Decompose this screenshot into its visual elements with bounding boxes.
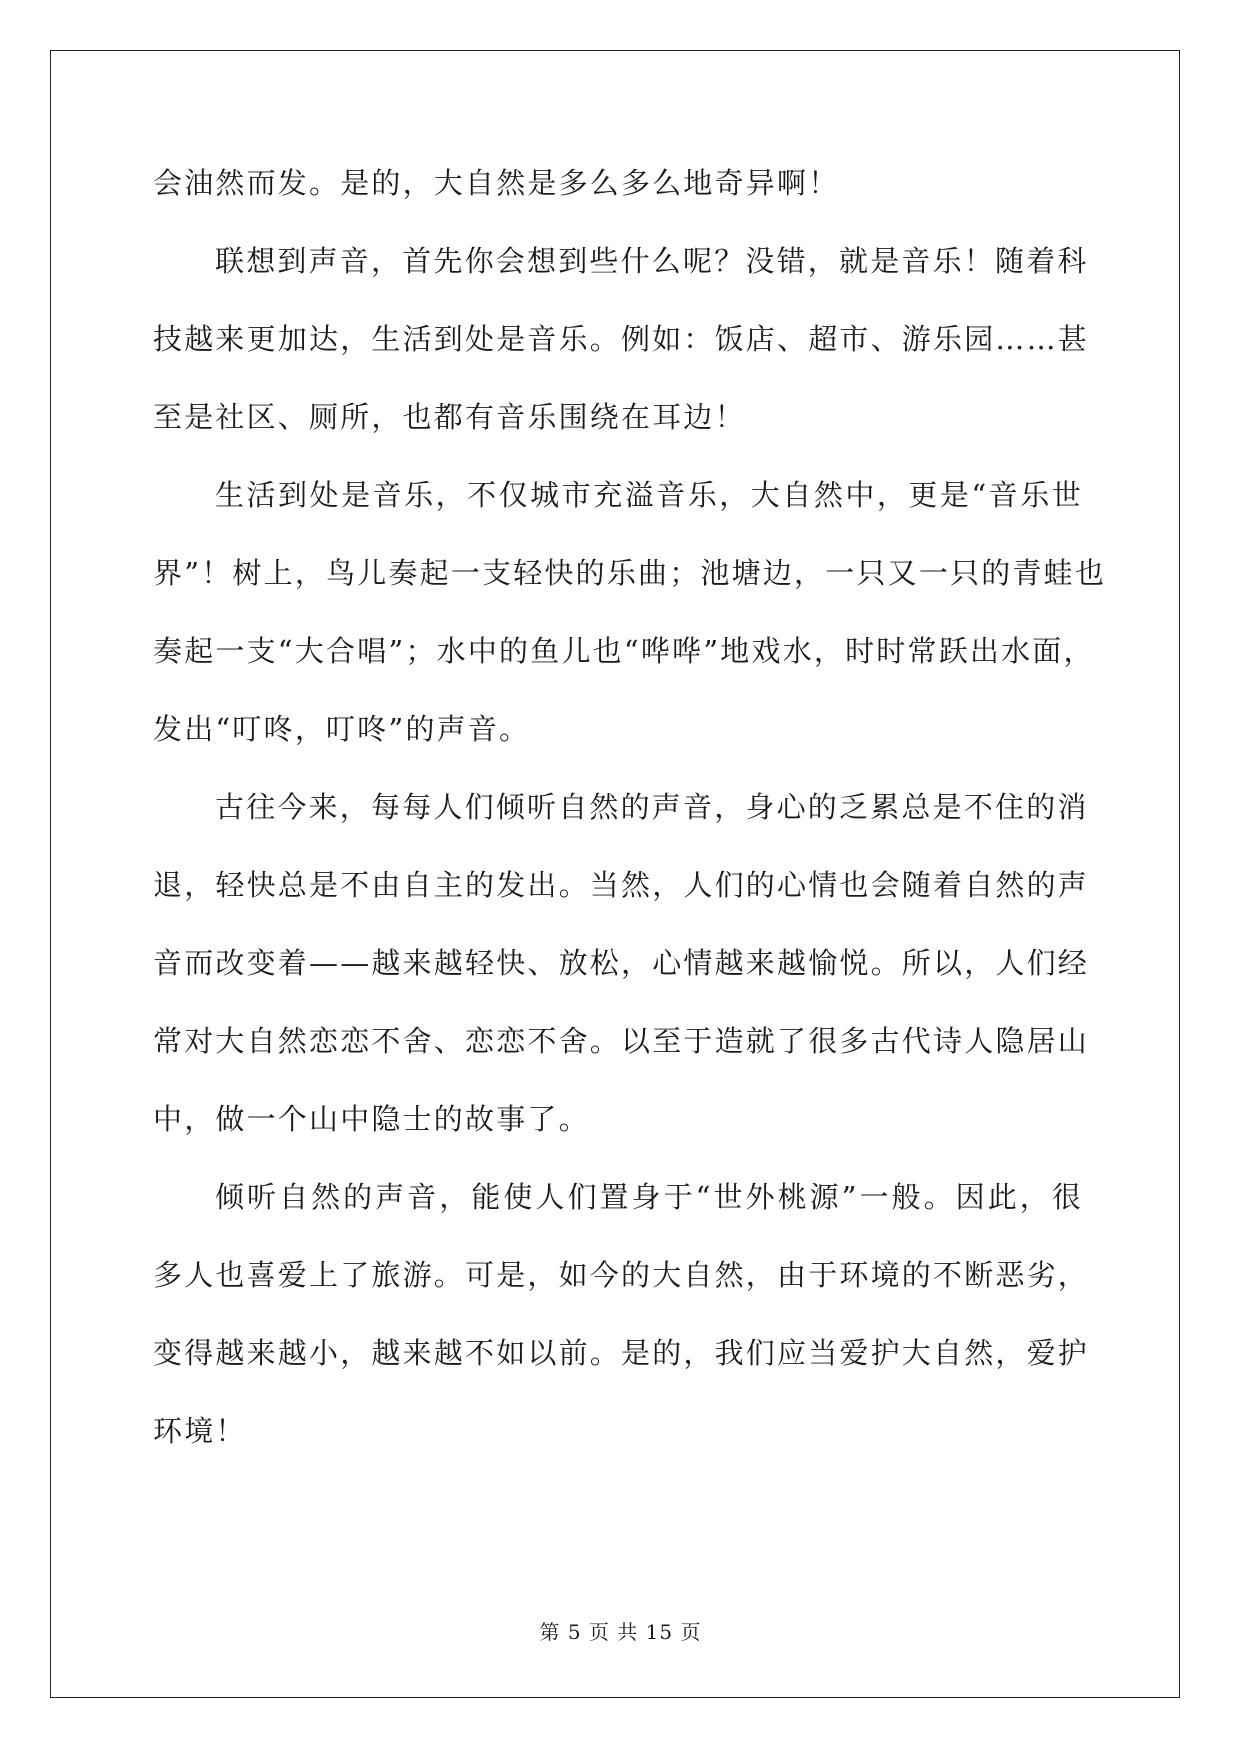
text-line: 中，做一个山中隐士的故事了。 [153, 1102, 590, 1136]
text-line: 倾听自然的声音，能使人们置身于“世外桃源”一般。因此，很 [215, 1180, 1083, 1214]
text-line: 技越来更加达，生活到处是音乐。例如：饭店、超市、游乐园……甚 [153, 322, 1090, 356]
text-line: 常对大自然恋恋不舍、恋恋不舍。以至于造就了很多古代诗人隐居山 [153, 1024, 1090, 1058]
text-line: 联想到声音，首先你会想到些什么呢？没错，就是音乐！随着科 [215, 244, 1089, 278]
page-number-footer: 第 5 页 共 15 页 [539, 1620, 702, 1644]
text-line: 音而改变着——越来越轻快、放松，心情越来越愉悦。所以，人们经 [153, 946, 1090, 980]
text-line: 界”！树上，鸟儿奏起一支轻快的乐曲；池塘边，一只又一只的青蛙也 [153, 556, 1107, 590]
text-line: 发出“叮咚，叮咚”的声音。 [153, 712, 531, 746]
document-body [153, 163, 1107, 1489]
text-line: 环境！ [153, 1414, 247, 1448]
text-line: 生活到处是音乐，不仅城市充溢音乐，大自然中，更是“音乐世 [215, 478, 1083, 512]
text-line: 变得越来越小，越来越不如以前。是的，我们应当爱护大自然，爱护 [153, 1336, 1090, 1370]
text-line: 退，轻快总是不由自主的发出。当然，人们的心情也会随着自然的声 [153, 868, 1090, 902]
text-line: 古往今来，每每人们倾听自然的声音，身心的乏累总是不住的消 [215, 790, 1089, 824]
text-line: 多人也喜爱上了旅游。可是，如今的大自然，由于环境的不断恶劣， [153, 1258, 1090, 1292]
text-line: 会油然而发。是的，大自然是多么多么地奇异啊！ [153, 166, 840, 200]
text-line: 奏起一支“大合唱”；水中的鱼儿也“哗哗”地戏水，时时常跃出水面， [153, 634, 1095, 668]
text-line: 至是社区、厕所，也都有音乐围绕在耳边！ [153, 400, 746, 434]
